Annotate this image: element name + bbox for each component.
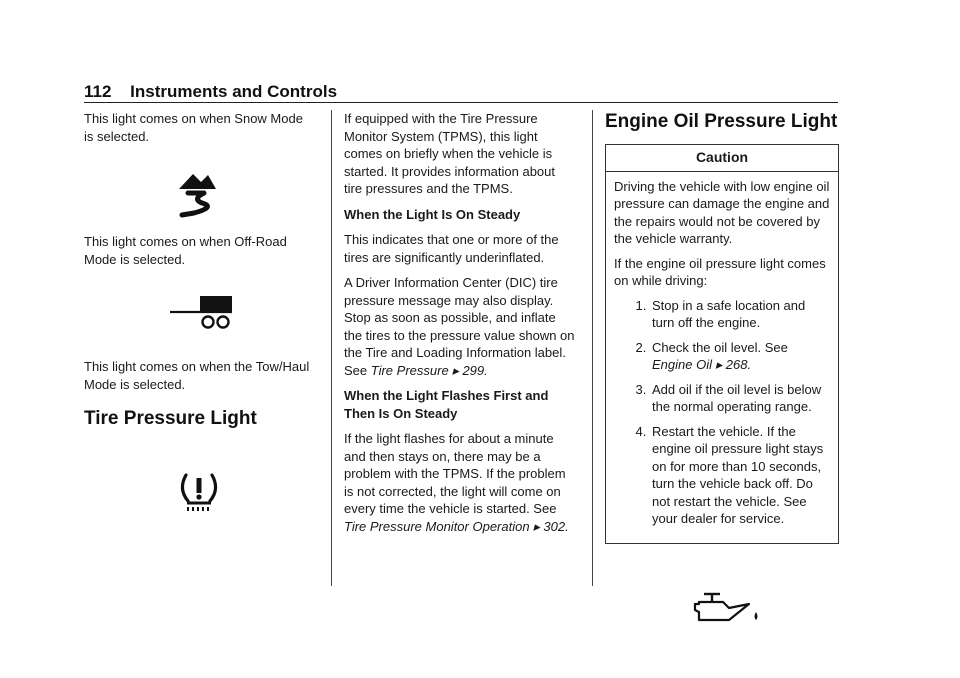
page-header xyxy=(84,82,838,103)
page-reference-arrow-icon: ▸ xyxy=(533,518,540,534)
tpms-operation-page-ref[interactable]: ▸ 302. xyxy=(533,518,569,534)
caution-step-4: 4. Restart the vehicle. If the engine oil pressure light stays on for more than 10 seconds, turn the vehicle back off. Do not restart the vehicle. See your dealer for service. xyxy=(650,423,830,528)
snow-mode-icon xyxy=(84,153,314,227)
tire-pressure-page-number: 299 xyxy=(462,362,485,378)
caution-step-2-text: Check the oil level. See xyxy=(652,339,788,355)
caution-step-2 xyxy=(650,339,830,374)
page-reference-arrow-icon: ▸ xyxy=(452,362,459,378)
dic-text: A Driver Information Center (DIC) tire pressure message may also display. Stop as soon as possible, and inflate the tires to the pressure value shown on the Tire and Loading Information label. See xyxy=(344,275,575,378)
offroad-mode-text: This light comes on when Off-Road Mode is selected. xyxy=(84,234,287,267)
tire-pressure-page-ref[interactable]: ▸ 299. xyxy=(452,362,488,378)
caution-text-1: Driving the vehicle with low engine oil pressure can damage the engine and the repairs would not be covered by the vehicle warranty. xyxy=(614,178,830,246)
snow-mode-text: This light comes on when Snow Mode is selected. xyxy=(84,111,303,144)
column-divider-1 xyxy=(331,110,332,586)
caution-text-2: If the engine oil pressure light comes on while driving: xyxy=(614,255,826,288)
engine-oil-page-ref[interactable]: ▸ 268. xyxy=(715,357,752,372)
steady-text: This indicates that one or more of the tires are significantly underinflated. xyxy=(344,232,559,265)
steady-heading: When the Light Is On Steady xyxy=(344,206,521,222)
oil-pressure-heading: Engine Oil Pressure Light xyxy=(605,111,838,132)
engine-oil-page-number: 268 xyxy=(725,357,748,372)
caution-title: Caution xyxy=(606,145,838,172)
tow-haul-icon xyxy=(84,276,314,350)
flash-text: If the light flashes for about a minute and then stays on, there may be a problem with the TPMS. If the problem is not corrected, the light will come on every time the vehicle is started. See xyxy=(344,431,566,516)
column-3 xyxy=(605,110,839,640)
tire-pressure-heading: Tire Pressure Light xyxy=(84,408,257,429)
caution-steps xyxy=(614,297,830,528)
column-divider-2 xyxy=(592,110,593,586)
oil-can-icon xyxy=(605,580,839,640)
tow-haul-text: This light comes on when the Tow/Haul Mode is selected. xyxy=(84,359,310,392)
caution-step-1: 1. Stop in a safe location and turn off the engine. xyxy=(650,297,830,332)
page-number: 112 xyxy=(84,82,112,101)
section-title: Instruments and Controls xyxy=(130,82,338,101)
tire-pressure-icon xyxy=(84,439,314,519)
caution-box xyxy=(605,144,839,544)
page-reference-arrow-icon: ▸ xyxy=(715,357,723,372)
tpms-operation-link[interactable]: Tire Pressure Monitor Operation xyxy=(344,518,530,534)
tpms-operation-page-number: 302 xyxy=(543,518,566,534)
tpms-intro-text: If equipped with the Tire Pressure Monitor System (TPMS), this light comes on briefly when the vehicle is started. It provides information about tire pressures and the TPMS. xyxy=(344,111,556,196)
engine-oil-link[interactable]: Engine Oil xyxy=(652,357,712,372)
caution-step-3: 3. Add oil if the oil level is below the normal operating range. xyxy=(650,381,830,416)
flash-paragraph xyxy=(344,430,576,535)
tire-pressure-link[interactable]: Tire Pressure xyxy=(370,362,449,378)
column-1 xyxy=(84,110,314,519)
dic-paragraph xyxy=(344,274,576,379)
flash-heading: When the Light Flashes First and Then Is On Steady xyxy=(344,388,549,421)
column-2 xyxy=(344,110,576,543)
